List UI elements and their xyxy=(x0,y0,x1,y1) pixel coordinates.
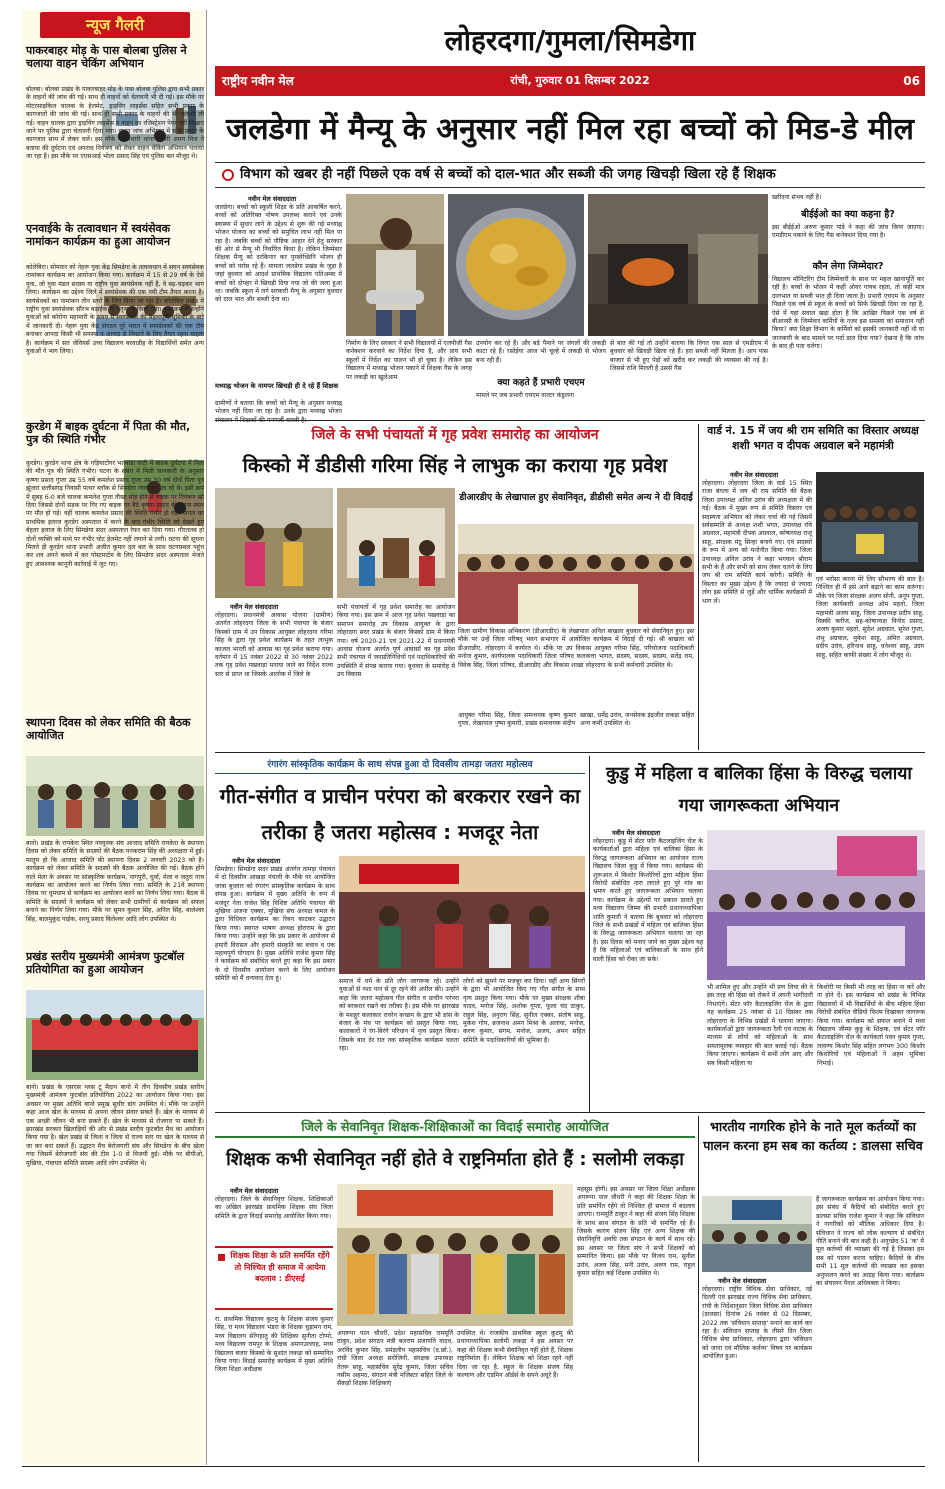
kudu-col3: किशोरी पर किसी भी तरह का हिंसा ना करें और ना होने दें। इस कार्यक्रम को प्रखंड के विभिन्न विद्यालयों में भी विद्यार्थियों के बीच महिला हिंसा विरोधी संबंधित वीडियो फिल्म दिखाकर जागरूक किया गया। कार्यक्रम को सफल बनाने में मध्य विद्यालय जीम्मा कुडु के शिक्षक, एवं सेंटर फॉर कैटलाइजिंग चेंज के कार्यकर्ता पवन कुमार गुप्ता, लावण्य किशोर सिंह सहित लगभग 300 किशोर किशोरियों एवं महिलाओं ने अहम भूमिका निभाई। xyxy=(817,984,925,1067)
jatra-headline: गीत-संगीत व प्राचीन परंपरा को बरकरार रखने का तरीका है जतरा महोत्सव : मजदूर नेता xyxy=(219,784,581,844)
lead-col4-subhead: क्या कहते हैं प्रभारी एचएम xyxy=(497,378,585,388)
wood-fire-kitchen-image xyxy=(588,194,768,336)
sidebar-title: न्यूज गैलरी xyxy=(85,16,145,34)
ddc-house-entry-image xyxy=(215,488,333,598)
vidai-col3: उपस्थित थे। राजकीय प्राथमिक स्कूल कुटमु की प्रधानाध्यापिका सलोमी लकड़ा ने इस अवसर पर कहा की शिक्षक कभी सेवानिवृत नहीं होते हैं, शिक्षक राष्ट्रनिर्माता हैं। लेकिन शिक्षक को शिक्षा रहने नहीं दिया जा रहा है, स्कूल के शिक्षक संजय सिंह कल्याण और एडमिन ऑर्डर्स के सपने अधूरे हैं। xyxy=(457,1330,573,1380)
lead-headline: जलडेगा में मैन्यू के अनुसार नहीं मिल रहा बच्चों को मिड-डे मील xyxy=(225,112,914,147)
sidebar-s5-photo xyxy=(26,990,204,1080)
kudu-col1: लोहरदगा। कुडु में सेंटर फॉर कैटलाइजिंग चेंज के कार्यकर्ताओं द्वारा महिला एवं बालिका हिंसा के विरुद्ध जागरूकता अभियान का आयोजन राज्य विद्यालय जिला कुडु में किया गया। कार्यक्रम की शुरूआत में किशोर किशोरियों द्वारा महिला हिंसा विरोधी संबोधित नारा लगाते हुए पूरे गांव का भ्रमण करते हुए जागरूकता अभियान चलाया गया। कार्यक्रम के उद्देश्यों पर प्रकाश डालते हुए मध्य विद्यालय जिम्मा की प्रभारी प्रधानाध्यापिका शांति कुमारी ने बताया कि बुधवार को लोहरदगा जिले के सभी प्रखंडों में महिला एवं बालिका हिंसा के विरुद्ध जागरूकता अभियान चलाया जा रहा है। इस दिवस को मनाए जाने का मुख्य उद्देश्य यह है कि महिलाओं एवं बालिकाओं के साथ होने वाली हिंसा को रोका जा सके। xyxy=(593,838,703,963)
legal-awareness-image xyxy=(702,1196,812,1272)
griha-photo-2 xyxy=(337,488,455,598)
divider-dalsa xyxy=(698,1116,699,1462)
griha-headline: किस्को में डीडीसी गरिमा सिंह ने लाभुक का कराया गृह प्रवेश xyxy=(242,454,668,477)
jatra-col2: समाज में धर्म के प्रति लोग जागरूक रहें। उन्होंने युवाओं से नशा पान से दूर रहने की अपील की। उन्होंने कहा कि जतरा महोत्सव गीत संगीत व प्राचीन परंपरा को बरकरार रखने का तरीका है। इस मौके पर झारखंड के मशहूर कलाकार रावरेन कच्छप के द्वारा भी डांस के बंजार के मंच पर कार्यक्रम को प्रस्तुत किया गया, कलाकारों ने रंग-बिरंगे परिधान में नृत्य प्रस्तुत किया। जिसके बाद देर रात तक सांस्कृतिक कार्यक्रम चलता रहा। xyxy=(339,978,459,1053)
sidebar-s1-body: बोलबा। बोलबा प्रखंड के पाकरबाहर मोड़ के पास बोलबा पुलिस द्वारा सभी प्रकार के वाहनों की जांच की गई। साथ ही वाहनों को चेतावनी भी दी गई। इस मौके पर मोटरसाइकिल चालक के हेलमेट, ड्राइविंग लाइसेंस सहित सभी प्रकार के कागजातों की जांच की गई। साथ ही सभी प्रकार के वाहनों की भी तलाशी ली गई। वाहन चालक द्वारा ड्राइविंग लाइसेंस व वाहन का रजिस्ट्रेशन पेपर नहीं दिखाए जाने पर पुलिस द्वारा चेतावनी दिया गया। वाहन जांच अभियान में सभी प्रकार के कागजात साथ में लेकर चलें। इस मौके पर प्रभारी थाना प्रभारी अमय मिंज ने बताया की दुर्घटना एवं अपराध नियंत्रण को लेकर वाहन चेकिंग अभियान चलाया जा रहा है। इस मौके पर एएसआई भोला प्रसाद सिंह एवं पुलिस बल मौजूद थे। xyxy=(26,86,204,161)
farewell-group-image xyxy=(458,524,694,624)
griha-sub-headline: डीआरडीए के लेखापाल हुए सेवानिवृत, डीडीसी समेत अन्य ने दी विदाई xyxy=(459,492,693,503)
header-logo: राष्ट्रीय नवीन मेल xyxy=(222,74,294,88)
griha-sub-col2: आयुक्त गरिमा सिंह, जिला समन्वयक कृष्ण कुमार गुप्ता, लेखापाल पुष्पा कुमारी, प्रखंड समन्वयक संदीप xyxy=(458,712,576,728)
lead-right-subhead1: बीईईओ का क्या कहना है? xyxy=(801,209,895,220)
vidai-quote-icon xyxy=(218,1254,225,1261)
football-team-image xyxy=(26,990,204,1080)
child-with-plate-image xyxy=(346,194,444,336)
vidai-kicker: जिले के सेवानिवृत शिक्षक-शिक्षिकाओं का विदाई समारोह आयोजित xyxy=(301,1119,609,1134)
lead-col1: जलडेगा। बच्चों को स्कूली शिक्षा के प्रति आकर्षित करने, बच्चों को अतिरिक्त पोषण उपलब्ध कराने एवं उनके स्वास्थ्य में सुधार लाने के उद्देश्य से शुरू की गई मध्याह्न भोजन योजना का बच्चों को समुचित लाभ नहीं मिल पा रहा है। जबकि बच्चों को पौष्टिक आहार देने हेतु सरकार की ओर से मैन्यू भी निर्धारित किया है। लेकिन जिम्मेवार शिक्षक मैन्यु को दरकिनार कर पुरस्वेच्छिनि भोजन ही बच्चों को परोस रहे हैं। मामला जलडेगा प्रखंड के जुड़ा है जहां बुधवार को आदर्श प्राथमिक विद्यालय पतिअम्बा में बच्चों को दोपहर में खिचड़ी दिया गया जो की जला हुआ था। जबकि स्कूल में लगे सरकारी मैन्यू के अनुसार बुधवार को दाल भात और सब्जी देना था। xyxy=(215,204,342,304)
lead-deck: विभाग को खबर ही नहीं पिछले एक वर्ष से बच्चों को दाल-भात और सब्जी की जगह खिचड़ी खिला रहे हैं शिक्षक xyxy=(240,167,776,182)
divider-kudu xyxy=(589,756,590,1112)
header-dateline: रांची, गुरुवार 01 दिसम्बर 2022 xyxy=(510,74,650,87)
vidai-photo xyxy=(337,1184,573,1326)
jatra-byline: नवीन मेल संवाददाता xyxy=(232,857,281,865)
sidebar-s4-body: बानो। प्रखंड के रायकेरा स्थित नवयुवक संघ आजाद समिति रायकेरा के स्थापना दिवस को लेकर समिति के सदस्यों की बैठक पनकराम सिंह की अध्यक्षता में हुई। मालूम हो कि आजाद समिति की स्थापना दिवस 2 जनवरी 2023 को है। कार्यक्रम को लेकर समिति के सदस्यों की बैठक आयोजित की गई। बैठक होने वाले मेला के अवसर पर सांस्कृतिक कार्यक्रम, नागपुरी, धुर्वा, मेला व जतुरा नाच कार्यक्रम का आयोजन करने का निर्णय लिया गया। समिति के 21वें स्थापना दिवस पर धूमधाम से कार्यक्रम का आयोजन करने का निर्णय लिया गया। बैठक में समिति के सदस्यों ने कार्यक्रम को लेकर सभी ग्रामीणों से कार्यक्रम को सफल बनाने का निर्णय लिया गया। मौके पर सुमन कुमार सिंह, अनिल सिंह, बालेश्वर सिंह, बालमुकुंद पाईक, सरयू प्रसाद बिलेश्वर आदि लोग उपस्थित थे। xyxy=(26,840,204,923)
sidebar-s1-headline: पाकरबाहर मोड़ के पास बोलबा पुलिस ने चलाया वाहन चेकिंग अभियान xyxy=(26,44,187,70)
jatra-col3: लोगों को झूमने पर मजबूर कर दिया। वहीं अन्य सिंगरों के द्वारा भी आयोजित किए गए गीत संगीत के साथ नृत्य प्रस्तुत किया गया। मौके पर मुख्य संरक्षक शीबा यादव, मनोज सिंह, अशोक गुप्ता, फूला चंद ठाकुर, राहुल सिंह, अनुराग सिंह, सुनील एक्का, संतोष साहू, मुकेश गोप, ब्रजनाथ अमन मिश्रा के अलावा, मनोज, करण कुमार, संगम, मनोज, अजय, अमन सहित समिति के पदाधिकारियों की भूमिका है। xyxy=(463,978,585,1044)
griha-sub-body: जिला ग्रामीण विकास अभिकरण (डीआरडीए) के लेखापाल अनिल बाखला बुधवार को सेवानिवृत हुए। इस मौके पर उन्हें जिला परिषद् भवन सभागार में आयोजित कार्यक्रम में विदाई दी गई। श्री बाखला को डीआरडीए, लोहरदगा में कार्यरत थे। मौके पर उप विकास आयुक्त गरिमा सिंह, परियोजना पदाधिकारी मनोज कुमार, कार्यपालक पदाधिकारी जिला परिषद कलकत्ता भागत, सदस्य, सदस्य, सदस्य, सतेंद्र राम, विवेक सिंह, जिला परिषद, डीआरडीए और विकास शाखा लोहरदगा के सभी कर्मचारी उपस्थित थे। xyxy=(458,628,694,669)
ward-byline: नवीन मेल संवाददाता xyxy=(730,471,779,479)
ward-headline: वार्ड नं. 15 में जय श्री राम समिति का विस्तार अध्यक्ष शशी भगत व दीपक अग्रवाल बने महामंत्री xyxy=(707,424,919,452)
ward-col1: लोहरदगा। लोहरदगा जिला के वार्ड 15 स्थित राजा बंगला में जय श्री राम समिति की बैठक जिला उपाध्यक्ष अनिल उरांव की अध्यक्षता में की गई। बैठक में मुख्य रूप से समिति विस्तार एवं सदस्यता अभियान को लेकर चर्चा की गई जिसमें सर्वसम्मति से अध्यक्ष शशी भगत, उपाध्यक्ष रवि अग्रवाल, महामंत्री दीपक अग्रवाल, कोषाध्यक्ष राजू साहू, संरक्षक मंटू सिन्हा बनाये गए। एवं सदस्यों के रूप में अन्य को मनोनीत किया गया। जिला उपाध्यक्ष अनिल उरांव ने कहा भगवान श्रीराम सभी के हैं और सभी को साथ लेकर चलने के लिए जय श्री राम समिति कार्य करेगी। समिति के विस्तार का मुख्य उद्देश्य है कि ज्यादा से ज्यादा लोग इस समिति से जुड़ें और धार्मिक कार्यक्रमों में भाग लें। xyxy=(702,480,812,605)
dalsa-photo xyxy=(702,1196,812,1272)
dalsa-col1: लोहरदगा। राष्ट्रीय विधिक सेवा प्राधिकार, नई दिल्ली एवं झारखंड राज्य विधिक सेवा प्राधिकार, रांची के निर्देशानुसार जिला विधिक सेवा प्राधिकार (डालसा) दिनांक 26 नवंबर से 02 दिसम्बर, 2022 तक 'संविधान सप्ताह' मनाने का कार्य कर रहा है। संविधान सप्ताह के तीसरे दिन जिला विधिक सेवा प्राधिकार, लोहरदगा द्वारा 'संविधान को जाना एवं मौलिक कर्तव्य' विषय पर कार्यक्रम आयोजित हुआ। xyxy=(702,1286,812,1361)
divider-1 xyxy=(215,420,925,421)
ward-col2: एवं भरोसा करना मेरे लिए सौभाग्य की बात है। निश्चित ही मैं इसे आगे बढ़ाने का काम करूंगा। मौके पर जिला संरक्षक अजय सोनी, अनूप गुप्ता, जिला कार्यकारी अध्यक्ष ओम महतो, जिला महामंत्री अजय साहू, जिला उपाध्यक्ष प्रदीप साहू, विक्की करीज, सह-कोषाध्यक्ष विनोद प्रसाद, अजय कुमार महतो, सुदेश अग्रवाल, सुरेश गुप्ता, शंभु अग्रवाल, मुकेश साहू, अमित अग्रवाल, प्रदीप उरांव, हरिनाथ साहू, धनेश्वर साहू, उदय साहू, सहित काफी संख्या में लोग मौजूद थे। xyxy=(816,576,924,659)
divider-3 xyxy=(215,1112,925,1113)
lead-right1: खरीदना संभव नहीं है। xyxy=(772,194,822,201)
sidebar-s3-headline: कुरडेग में बाइक दुर्घटना में पिता की मौत, पुत्र की स्थिति गंभीर xyxy=(26,420,191,446)
header-page-number: 06 xyxy=(903,74,920,88)
vidai-col1: रा. प्राथमिक विद्यालय कुटमु के शिक्षक संजय कुमार सिंह, रा मध्य विद्यालय भंडरा के शिक्षक चुड़ामन राम, मध्य विद्यालय सेरेंगहातु की शिक्षिका सुनीता टोप्पो, मध्य विद्यालय रामपुर के शिक्षक अमानउल्लाह, मध्य विद्यालय बंजार किस्को के सुशांत लकड़ा को सम्मानित किया गया। विदाई समारोह कार्यक्रम में मुख्य अतिथि जिला शिक्षा अधीक्षक xyxy=(215,1316,333,1374)
lead-photo-kitchen xyxy=(588,194,768,336)
lead-deck-bullet-icon xyxy=(222,169,234,181)
sidebar-s4-photo xyxy=(26,756,204,836)
sidebar-s4-headline: स्थापना दिवस को लेकर समिति की बैठक आयोजित xyxy=(26,716,191,742)
dalsa-col2: हैं जागरूकता कार्यक्रम का आयोजन किया गया। इस संबंध में कैदियों को संबोधित करते हुए डालसा सचिव राजेश कुमार ने कहा कि संविधान ने नागरिकों को मौलिक अधिकार दिया है। संविधान ने राज्य को लोक कल्याण से संबंधित नीति बनाने की बात कही है। अनुच्छेद 51 'क' में मूल कर्तव्यों की व्याख्या की गई है जिसका हम सब को पालन करना चाहिए। कैदियों के बीच सभी 11 मूल कर्तव्यों की व्याख्या कर इसका अनुपालन करने का आग्रह किया गया। कार्यक्रम का संचालन पैनल अधिवक्ता ने किया। xyxy=(816,1196,924,1288)
samiti-members-image xyxy=(816,472,924,572)
lead-photo-khichdi xyxy=(448,194,584,336)
vidai-quote: शिक्षक शिक्षा के प्रति समर्पित रहेंगे तो निश्चित ही समाज में आयेगा बदलाव : डीएसई xyxy=(230,1251,330,1283)
vidai-headline: शिक्षक कभी सेवानिवृत नहीं होते वे राष्ट्रनिर्माता होते हैं : सलोमी लकड़ा xyxy=(226,1149,684,1170)
sidebar-s2-headline: एनवाईके के तत्वावधान में स्वयंसेवक नामांकन कार्यक्रम का हुआ आयोजन xyxy=(26,222,171,248)
lead-photo-child xyxy=(346,194,444,336)
griha-byline: नवीन मेल संवाददाता xyxy=(230,603,279,611)
lead-right3: विद्यालय मॉनिटरिंग टीम जिम्मेवारी के साथ पर महज खानापूर्ति कर रही है। बच्चों के भोजन में कहीं ओवर गायब रहता, तो कहीं मात्र दालभात या सब्जी भात ही दिया जाता है। प्रभारी एचएम के अनुसार पिछले एक वर्ष से स्कूल के बच्चों को सिर्फ खिचड़ी दिया जा रहा है, ऐसे में यहां सवाल खड़ा होता है कि आखिर पिछले एक वर्ष से बीआरसी के जिम्मेवार कर्मियों के नजर इस समस्या का समाधान नहीं किया? क्या शिक्षा विभाग के कर्मियों को इसकी जानकारी नहीं थी या जानकारी के बाद मामले पर पर्दा डाल दिया गया? देखना है कि जांच के बाद ही पता चलेगा। xyxy=(772,276,924,351)
sidebar-s5-headline: प्रखंड स्तरीय मुख्यमंत्री आमंत्रण फुटबॉल प्रतियोगिता का हुआ आयोजन xyxy=(26,950,185,976)
lead-col5: से बात की गई तो उन्होंने बताया कि विगत एक साल से एमडीएम में बुधवार को खिचड़ी खिला रहे हैं। हरा सब्जी नहीं मिलता है। आप पास बाजार से भी हुए पेड़ों को खरीद कर लकड़ी की व्यवस्था की गई है। जिससे राशि मिलती है उससे गैस xyxy=(610,340,768,373)
vidai-col4: महसूस होगी। इस अवसर पर जिला शिक्षा अधीक्षक अपरूपा पाल चौधरी ने कहा की शिक्षक शिक्षा के प्रति समर्पित रहेंगे तो निश्चित ही समाज में बदलाव आएगा। राममूर्ति ठाकुर ने कहा की संजय सिंह शिक्षक के साथ साथ संगठन के प्रति भी समर्पित रहे हैं। जिसके कारण संजय सिंह एवं अन्य शिक्षक की सेवानिवृत्ति अवधि तक संगठन के कार्य में साथ रहे। इस अवसर पर जिला संघ ने सभी शिक्षकों को सम्मानित किया। इस मौके पर विजय राम, सुनील उरांव, अजय सिंह, मनी उरांव, अरुण राम, राहुल कुमार सहित कई शिक्षक उपस्थित थे। xyxy=(577,1186,695,1278)
griha-kicker: जिले के सभी पंचायतों में गृह प्रवेश समारोह का आयोजन xyxy=(311,427,599,443)
beneficiary-house-image xyxy=(337,488,455,598)
lead-col1-bold: मध्याह्न भोजन के नामपर खिचड़ी ही दे रहे हैं शिक्षक xyxy=(215,382,339,390)
griha-photo-1 xyxy=(215,488,333,598)
griha-sub-col3: खाखा, धर्मेंद्र उरांव, जनसेवक इंद्रजीत लकड़ा सहित अन्य कर्मी उपस्थित थे। xyxy=(580,712,694,728)
sidebar-s3-body: कुरडेग। कुरडेग थाना क्षेत्र के गड़ियाटोंगर भतनाडा घाटी में बाइक दुर्घटना में पिता की मौत पुत्र की स्थिति गंभीर। घटना के संबंध में मिली जानकारी के अनुसार कृष्णा प्रसाद गुप्ता उम्र 55 वर्ष कमलेश प्रसाद गुप्ता उम्र 30 वर्ष दोनों पिता पुत्र झूंजरा छत्तीसगढ़ निवासी पत्थर ब्लॉक से सिमडेगा न्यायालय जा रहे थे। इसी क्रम में सुबह 6-0 बजे चालक कमलेश गुप्ता तीखा मोड़ होने से बाइक पर नियंत्रण खो दिया जिससे दोनों सड़क पर गिर गए बाइक पर बैठे कृष्णा प्रसाद की घटना स्थल पर मौत हो गई। वहीं चालक कमलेश प्रसाद की स्थिति गंभीर हो गई। घायल का प्राथमिक इलाज कुरडेग अस्पताल में करने के बाद गंभीर स्थिति को देखते हुए बेहतर इलाज के लिए सिमडेगा सदर अस्पताल रेफर कर दिया गया। गौरतलब हो दोनों व्यक्ति को माथे पर गंभीर चोट हेलमेट नहीं लगाने से लगी। घटना की सूचना मिलते ही कुरडेग थाना प्रभारी अजीत कुमार दल बल के साथ घटनास्थल पहुंच कर शव अपने कब्जे में कर पोस्टमार्टम के लिए सिमडेगा सदर अस्पताल भेजते हुए आवश्यक कानूनी कार्रवाई में जुट गए। xyxy=(26,460,204,568)
lead-col4: उपयोग कर रहे हैं। और बड़े पैमाने पर जंगलों की लकड़ी काटा रहे हैं। रसोईया आज भी चूल्हे में लकड़ी से भोजन बना रही हैं। xyxy=(476,340,606,364)
lead-col4b: मामले पर जब प्रभारी एचएम वाल्टर कंडुलना xyxy=(476,392,574,399)
sidebar-s2-body: कोलेबिरा। सोमवार को नेहरू युवा केंद्र सिमडेगा के तत्वावधान में सघन स्वयंसेवक नामांकन कार्यक्रम का आयोजन किया गया। कार्यक्रम में 15 से 29 वर्ष के ऐसे युवा, जो युवा मंडल सदस्य या राष्ट्रीय युवा स्वयंसेवक नहीं हैं, वे बढ़-चढ़कर भाग लिया। कार्यक्रम का उद्देश्य जिले में स्वयंसेवक की एक नयी टीम तैयार करना है। स्वयंसेवकों का नामांकन तीन स्तरों के लिए किया जा रहा है। कोलेबिरा प्रखंड में राष्ट्रीय युवा स्वयंसेवक सौरभ बड़ाईक के नेतृत्व में किया गया। कार्यक्रम में उन्होंने युवाओं को कोरोना महामारी के समय में स्वयंसेवक की महत्वपूर्ण भूमिका के बारे में जानकारी दी। नेहरू युवा केंद्र संगठन पूरे भारत में स्वयंसेवकों की एक टीम बनाकर आपदा किसी भी समस्या व आपदा से निपटने के लिए तैयार रहना चाहता है। कार्यक्रम में सत जेवियर्स उच्च विद्यालय बरवाडीह के विद्यार्थियों समेत अन्य युवाओं ने भाग लिया। xyxy=(26,264,204,356)
lead-right-subhead2: कौन लेगा जिम्मेदार? xyxy=(812,261,884,272)
vidai-intro: लोहरदगा। जिले के सेवानिवृत्त शिक्षक, शिक्षिकाओं का अखिल झारखंड प्राथमिक शिक्षक संघ जिला समिति के द्वारा विदाई समारोह आयोजित किया गया। xyxy=(215,1196,333,1220)
griha-col1: लोहरदगा। प्रधानमंत्री आवास योजना (ग्रामीण) अंतर्गत लोहरदगा जिला के सभी पंचायत के बंजार किस्को ग्राम में उप विकास आयुक्त लोहरदगा गरिमा सिंह के द्वारा गृह प्रवेश कार्यक्रम के तहत लाभुक काजल भारती को आवास का गृह प्रवेश कराया गया। वर्तमान में 15 नवंबर 2022 से 30 नवंबर 2022 तक गृह प्रवेश पखवाड़ा मनाया जाने का निर्देश राज्य स्तर से प्राप्त था जिसके आलोक में जिले के xyxy=(215,612,333,678)
griha-col2: सभी पंचायतों में गृह प्रवेश समारोह का आयोजन किया गया। इस क्रम में आज गृह प्रवेश पखवाड़ा का समापन समारोह उप विकास आयुक्त के द्वारा लोहरदगा सदर प्रखंड के बंजार किस्को ग्राम में किया गया। वर्ष 2020-21 एवं 2021-22 में प्रधानमंत्री आवास योजना अंतर्गत पूर्ण आवासों का गृह प्रवेश सभी पंचायत में जनप्रतिनिधियों एवं पदाधिकारियों की उपस्थिति में संपन्न कराया गया। बुधवार के समारोह में उप विकास xyxy=(337,604,455,679)
kudu-headline: कुडु में महिला व बालिका हिंसा के विरुद्ध चलाया गया जागरूकता अभियान xyxy=(606,764,912,816)
awareness-classroom-image xyxy=(707,830,925,980)
jatra-col1: सिमडेगा। सिमडेगा सदर प्रखंड अंतर्गत तामड़ा पंचायत में दो दिवसीय आखड़ा पंचायी के मौके पर आयोजित जात्रा बुधवार को रंगारंग सांस्कृतिक कार्यक्रम के साथ संपन्न हुआ। कार्यक्रम में मुख्य अतिथि के रूप में मजदूर नेता राजेश सिंह विशिष्ट अतिथि पंचायत की मुखिया अंजना एक्का, मुखिया संघ अध्यक्ष कमल के द्वारा विधिवत कार्यक्रम का रिबन काटकर उद्घाटन किया गया। स्वागत भाषण अध्यक्ष होराराम के द्वारा किया गया। उन्होंने कहा कि इस प्रकार के आयोजन से हमारी विरासत और हमारी संस्कृति का बचाव व एक महत्वपूर्ण योगदान है। मुख्य अतिथि राजेश कुमार सिंह ने कार्यक्रम को संबोधित करते हुए कहा कि इस प्रकार के दो दिवसीय आयोजन करने के लिए आयोजन समिति को मैं धन्यवाद देता हूं। xyxy=(215,866,335,983)
lead-right2: इस बीईईओ अरुण कुमार पांडे ने कहा की जांच किया जाएगा। एमडीएम पकाने के लिए गैस कनेक्शन दिया गया है। xyxy=(772,224,924,240)
vidai-byline: नवीन मेल संवाददाता xyxy=(230,1187,279,1195)
vidai-col2: अपरूपा पाल चौधरी, प्रदेश महासचिव राममूर्ति ठाकुर, प्रदेश संगठन मंत्री बलराम प्रजापति यादव, अरविंद कुमार सिंह, प्रमंडलीय महासचिव (द.छो.), रांची जिला अध्यक्ष सरोजिनी, संरक्षक उपाध्यक्ष तेतरू साहू, महासचिव सुरेंद्र कुमार, जिला सचिव नसीम अहमद, संगठन मंत्री मजिस्टर सहित जिले के सैकड़ों शिक्षक शिक्षिकाएं xyxy=(337,1330,453,1388)
bottom-rule xyxy=(22,1466,925,1467)
jatra-photo xyxy=(339,856,585,974)
sidebar-s5-body: बानो। प्रखंड के एसएस प्लस टू मैदान बानो में तीन दिवसीय प्रखंड स्तरीय मुख्यमंत्री आमंत्रण फुटबॉल प्रतियोगिता 2022 का आयोजन किया गया। इस अवसर पर मुख्य अतिथि बानो प्रमुख सुधीर डांग उपस्थित थे। मौके पर उन्होंने कहा आज खेल के माध्यम से अपना जीवन संवार सकते हैं। खेल के माध्यम से एक अच्छी जीवन भी बना सकते हैं। खेल के माध्यम से रोजगार पा सकते हैं। झारखंड सरकार खिलाड़ियों की ओर से प्रखंड स्तरीय फुटबॉल मैच का आयोजन किया गया है। खेल प्रखंड से जिला व जिला से राज्य स्तर पर खेल के माध्यम से जा कर बना सकते हैं। उद्घाटन मैच बेरोजगारी संघ और सिमडेगा के बीच खेला गया जिसमें बेरोजगारी संघ की टीम 1-0 से विजयी हुई। मौके पर बीपीओ, मुखिया, पंचायत समिति सदस्य आदि लोग उपस्थित थे। xyxy=(26,1084,204,1167)
sidebar-title-banner xyxy=(40,12,190,38)
kudu-byline: नवीन मेल संवाददाता xyxy=(612,829,661,837)
kudu-photo xyxy=(707,830,925,980)
divider-2 xyxy=(215,752,925,753)
divider-ward xyxy=(698,424,699,750)
kudu-col2: भी शामिल हुए और उन्होंने भी प्रण लिया की वे इस तरह की हिंसा को रोकने में अपनी भागीदारी निभाएंगे। सेंटर फॉर कैटलाइजिंग चेंज के द्वारा यह कार्यक्रम 25 नवंबर से 10 दिसंबर तक लोहरदगा के विभिन्न प्रखंडों में चलाया जाएगा। कार्यकर्ताओं द्वारा जागरूकता रैली एवं नाटक के माध्यम से लोगों को महिलाओं के साथ समतामूलक व्यवहार की बात बताई गई। बैठक किया जाएगा। कार्यक्रम में सभी लोग आए और सब किसी महिला या xyxy=(707,984,813,1067)
dalsa-byline: नवीन मेल संवाददाता xyxy=(718,1277,767,1285)
jatra-kicker: रंगारंग सांस्कृतिक कार्यक्रम के साथ संपन्न हुआ दो दिवसीय तामड़ा जतरा महोत्सव xyxy=(215,756,585,774)
ward-photo xyxy=(816,472,924,572)
section-title: लोहरदगा/गुमला/सिमडेगा xyxy=(444,24,696,57)
dalsa-headline: भारतीय नागरिक होने के नाते मूल कर्तव्यों का पालन करना हम सब का कर्तव्य : डालसा सचिव xyxy=(703,1119,923,1153)
lead-col1b: ग्रामीणों ने बताया कि बच्चों को मैन्यू के अनुसार मध्याह्न भोजन नहीं दिया जा रहा है। उनके द्वारा मध्याह्न भोजन xyxy=(215,400,342,416)
jatra-stage-image xyxy=(339,856,585,974)
lead-byline: नवीन मेल संवाददाता xyxy=(248,195,297,203)
teachers-farewell-image xyxy=(337,1184,573,1326)
griha-photo-3 xyxy=(458,524,694,624)
lead-col3: निर्माण के लिए सरकार ने सभी विद्यालयों में एलपीजी गैस कनेक्शन करवाने का निर्देश दिया है, और प्राय सभी स्कूलों में निर्देश का पालन भी हो चुका है। लेकिन इस विद्यालय में मध्याह्न भोजन पकाने में शिक्षक गैस के जगह पर लकड़ी का खुलेआम xyxy=(346,340,472,381)
samiti-meeting-image xyxy=(26,756,204,836)
khichdi-vessel-image xyxy=(448,194,584,336)
